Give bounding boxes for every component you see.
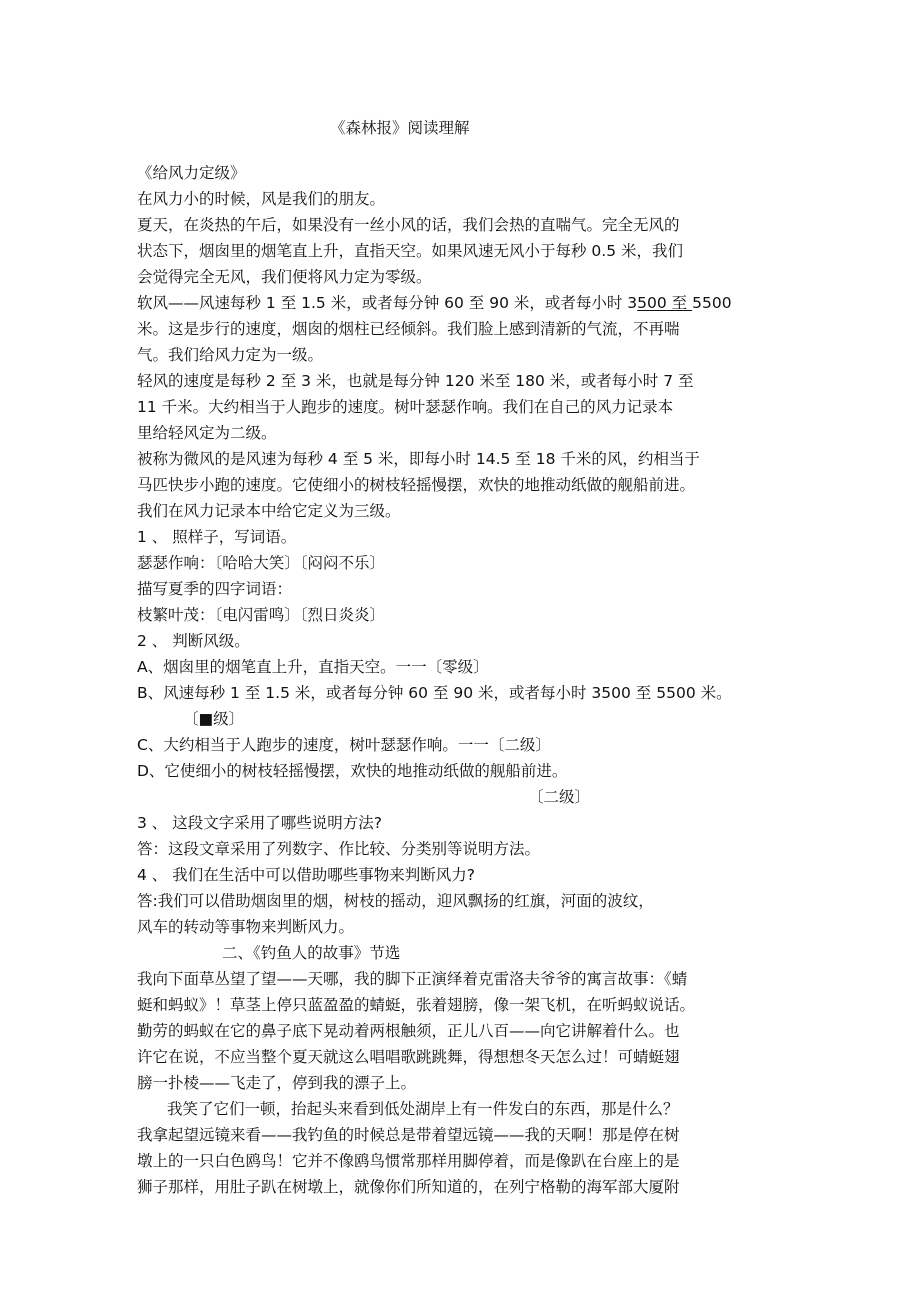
question-1-answer: 枝繁叶茂：〔电闪雷鸣〕〔烈日炎炎〕 [137,606,386,624]
passage1-line: 夏天，在炎热的午后，如果没有一丝小风的话，我们会热的直喘气。完全无风的 [137,216,680,234]
soft-wind-underlined: 500 至 [637,294,693,312]
question-1: 1 、 照样子，写词语。 [137,528,297,546]
passage1-line: 里给轻风定为二级。 [137,424,277,442]
passage1-line: 气。我们给风力定为一级。 [137,346,324,364]
passage2-line: 蜓和蚂蚁》！草茎上停只蓝盈盈的蜻蜓，张着翅膀，像一架飞机，在听蚂蚁说话。 [137,996,696,1014]
passage2-line: 狮子那样，用肚子趴在树墩上，就像你们所知道的，在列宁格勒的海军部大厦附 [137,1178,680,1196]
question-2-option-d-level: 〔二级〕 [528,788,591,806]
passage2-line: 墩上的一只白色鸥鸟！它并不像鸥鸟惯常那样用脚停着，而是像趴在台座上的是 [137,1152,680,1170]
passage2-line: 膀一扑棱——飞走了，停到我的漂子上。 [137,1074,417,1092]
soft-wind-end: 5500 [692,294,732,312]
question-4-answer: 答:我们可以借助烟囱里的烟，树枝的摇动，迎风飘扬的红旗，河面的波纹， [137,892,654,910]
question-2-option-a: A、烟囱里的烟笔直上升，直指天空。一一〔零级〕 [137,658,489,676]
passage2-paragraph-start: 我笑了它们一顿，抬起头来看到低处湖岸上有一件发白的东西，那是什么？ [167,1100,679,1118]
passage1-line: 状态下，烟囱里的烟笔直上升，直指天空。如果风速无风小于每秒 0.5 米，我们 [137,242,684,260]
passage1-line: 我们在风力记录本中给它定义为三级。 [137,502,401,520]
passage1-line: 在风力小的时候，风是我们的朋友。 [137,190,386,208]
question-4-answer: 风车的转动等事物来判断风力。 [137,918,355,936]
question-2-option-b-level: 〔■级〕 [183,710,245,728]
passage2-line: 我拿起望远镜来看——我钓鱼的时候总是带着望远镜——我的天啊！那是停在树 [137,1126,680,1144]
question-1-example: 瑟瑟作响：〔哈哈大笑〕〔闷闷不乐〕 [137,554,386,572]
question-2-option-c: C、大约相当于人跑步的速度，树叶瑟瑟作响。一一〔二级〕 [137,736,551,754]
question-2-option-d: D、它使细小的树枝轻摇慢摆，欢快的地推动纸做的舰船前进。 [137,762,568,780]
passage1-line-soft-wind [137,293,732,313]
soft-wind-text: 软风——风速每秒 1 至 1.5 米，或者每分钟 60 至 90 米，或者每小时 3 [137,294,638,312]
passage2-line: 我向下面草丛望了望——天哪，我的脚下正演绎着克雷洛夫爷爷的寓言故事：《蜻 [137,970,688,988]
passage2-line: 勤劳的蚂蚁在它的鼻子底下晃动着两根触须，正儿八百——向它讲解着什么。也 [137,1022,680,1040]
passage1-line: 被称为微风的是风速为每秒 4 至 5 米，即每小时 14.5 至 18 千米的风，约相当于 [137,450,700,468]
passage1-line: 马匹快步小跑的速度。它使细小的树枝轻摇慢摆，欢快的地推动纸做的舰船前进。 [137,476,696,494]
question-4: 4 、 我们在生活中可以借助哪些事物来判断风力? [137,866,475,884]
question-3: 3 、 这段文字采用了哪些说明方法? [137,814,382,832]
passage2-line: 许它在说，不应当整个夏天就这么唱唱歌跳跳舞，得想想冬天怎么过！可蜻蜓翅 [137,1048,680,1066]
passage2-heading: 二、《钓鱼人的故事》节选 [222,944,401,962]
question-1-prompt: 描写夏季的四字词语： [137,580,293,598]
question-2-option-b: B、风速每秒 1 至 1.5 米，或者每分钟 60 至 90 米，或者每小时 3500 至 5500 米。 [137,684,732,702]
document-title: 《森林报》阅读理解 [330,119,470,137]
passage1-heading: 《给风力定级》 [137,164,246,182]
question-2: 2 、 判断风级。 [137,632,250,650]
passage1-line: 11 千米。大约相当于人跑步的速度。树叶瑟瑟作响。我们在自己的风力记录本 [137,398,674,416]
passage1-line: 轻风的速度是每秒 2 至 3 米，也就是每分钟 120 米至 180 米，或者每小时 7 至 [137,372,694,390]
question-3-answer: 答：这段文章采用了列数字、作比较、分类别等说明方法。 [137,840,541,858]
passage1-line: 会觉得完全无风，我们便将风力定为零级。 [137,268,432,286]
passage1-line: 米。这是步行的速度，烟囱的烟柱已经倾斜。我们脸上感到清新的气流，不再喘 [137,320,680,338]
